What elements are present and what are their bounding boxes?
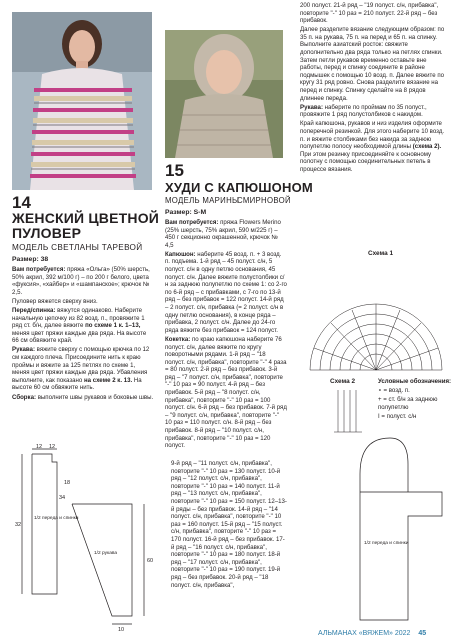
size-line-hoodie [165, 209, 206, 216]
pattern-title-line1: ЖЕНСКИЙ ЦВЕТНОЙ [12, 210, 160, 226]
needed-label-hoodie: Вам потребуется: [165, 219, 219, 226]
model-author-line2: СМИРНОВОЙ [237, 196, 291, 205]
needed-text-hoodie: пряжа Flowers Merino (25% шерсть, 75% акрил, 590 м/225 г) – 450 г секционно окрашенной, крючок № 4,5 [165, 219, 281, 249]
right-sleeves-label: Рукава: [300, 103, 323, 111]
assembly-text: выполните швы рукавов и боковые швы. [36, 393, 154, 401]
dim-18: 18 [64, 480, 71, 486]
dim-front-back: 1/2 переда и спинки [34, 516, 79, 521]
yoke-label: Кокетка: [165, 335, 191, 343]
footer-title: АЛЬМАНАХ «ВЯЖЕМ» 2022 [318, 630, 411, 637]
size-label: Размер: [12, 256, 39, 263]
photo-hoodie [165, 30, 283, 158]
size-value-hoodie: S-M [193, 209, 207, 216]
finish-scheme-ref: (схема 2). [412, 143, 442, 151]
scheme1-diagram [302, 258, 450, 376]
dim-34: 34 [59, 495, 66, 501]
dim-32: 32 [15, 522, 22, 528]
footer [318, 630, 426, 637]
legend-title: Условные обозначения: [378, 378, 452, 385]
front-back-text: вяжутся одинаково. Наберите начальную цепочку из 82 возд. п., провяжите 1 ряд ст. б/н, далее вяжите [12, 306, 145, 330]
pattern-number: 14 [12, 193, 31, 212]
needed-label: Вам потребуется: [12, 266, 66, 273]
front-back-label: Перед/спинка: [12, 306, 56, 314]
finish-text: Край капюшона, рукавов и низ изделия оформите поперечной резинкой. Для этого наберите 10 возд. п. и вяжите столбиками без накида за заднюю полупетлю полосу необходимой длины [300, 120, 445, 151]
legend-item-chain: = возд. п. [383, 387, 410, 395]
right-sleeves-text: наберите по проймам по 35 полуст., провяжите 1 ряд полустолбиков с накидом. [300, 103, 427, 119]
scheme-ref: по схеме 1 к. 1–13, [85, 322, 141, 330]
legend-icon-chain: ∘ [378, 387, 384, 395]
legend-icon-sc: + [378, 396, 384, 404]
needed-text: пряжа «Ольга» (50% шерсть, 50% акрил, 392 м/100 г) – по 200 г белого, цвета «фуксия», «хайбер» и «шампанское»; крючок № 2,5. [12, 266, 150, 296]
pattern-number-hoodie: 15 [165, 161, 184, 180]
assembly-label: Сборка: [12, 393, 36, 401]
scheme2-diagram [332, 388, 366, 434]
dim-sleeve: 1/2 рукава [94, 551, 118, 556]
dim-12b: 12 [49, 444, 56, 450]
sleeves-scheme-ref: на схеме 2 к. 13. [84, 376, 133, 384]
pattern-title-line2: ПУЛОВЕР [12, 225, 82, 241]
dim-10: 10 [118, 627, 125, 633]
scheme2-label: Схема 2 [330, 378, 356, 385]
left-body-text [12, 266, 154, 403]
sleeves-label: Рукава: [12, 346, 35, 354]
middle-yoke-continued [171, 460, 287, 591]
model-author-line1: МОДЕЛЬ МАРИНЫ [165, 196, 240, 205]
right-body-text [300, 2, 448, 175]
size-value: 38 [40, 256, 49, 263]
dim-12a: 12 [36, 444, 43, 450]
photo-colored-pullover [12, 12, 152, 190]
legend-item-sc: = ст. б/н за заднюю полупетлю [378, 396, 438, 411]
legend-icon-hdc: Ι [378, 412, 382, 420]
finish-text2: При этом резинку присоединяйте к основному полотну с помощью соединительных петель в процессе вязания. [300, 150, 432, 173]
top-down-note: Пуловер вяжется сверху вниз. [12, 297, 98, 305]
middle-body-text [165, 219, 287, 451]
page-number: 45 [418, 630, 427, 637]
legend [378, 378, 452, 422]
model-author: МОДЕЛЬ СВЕТЛАНЫ ТАРЕВОЙ [12, 243, 143, 252]
right-text2: Далее разделите вязание следующим образом: по 35 п. на рукава, 75 п. на перед и 65 п. на спинку. Выполните азиатский росток: свяжите дополнительно два ряда только на петлях спинки. Затем петли рукавов временно оставьте вне работы, перед и спинку соедините в районе подмышек с помощью 10 возд. п. Далее вяжите по кругу 31 ряд ровно. Снова разделите вязание на перед и спинку. Спинку сделайте на 8 рядов длиннее переда. [300, 26, 445, 102]
sleeves-text2: На высоте 60 см обвяжите нить. [12, 376, 142, 392]
hood-label: Капюшон: [165, 250, 196, 258]
sleeves-text: вяжите сверху с помощью крючка по 12 см каждого плеча. Присоедините нить к краю проймы и вяжите за 125 петлях по схеме 1, меняя цвет пряжи каждые два ряда. Убавления выполните, как показано [12, 346, 150, 384]
dim-60: 60 [147, 558, 154, 564]
pattern-title-hoodie: ХУДИ С КАПЮШОНОМ [165, 180, 313, 195]
size-label-hoodie: Размер: [165, 209, 192, 216]
pattern-diagram-hoodie [350, 434, 452, 630]
pattern-diagram-pullover [12, 444, 160, 634]
front-back-text2: меняя цвет пряжи каждые два ряда. На высоте 66 см обвяжите край. [12, 329, 147, 345]
legend-item-hdc: = полуст. с/н [381, 412, 417, 420]
size-line [12, 256, 48, 263]
yoke-cont: 9-й ряд – "11 полуст. с/н, прибавка", повторите "-" 10 раз = 130 полуст. 10-й ряд – "12 полуст. с/н, прибавка", повторите "-" 10 раз = 140 полуст. 11-й ряд – "13 полуст. с/н, прибавка", повторите "-" 10 раз = 150 полуст. 12–13-й ряды – без прибавок. 14-й ряд – "14 полуст. с/н, прибавка", повторите "-" 10 раз = 160 полуст. 15-й ряд – "15 полуст. с/н, прибавка", повторите "-" 10 раз = 170 полуст. 16-й ряд – без прибавок. 17-й ряд – "16 полуст. с/н, прибавка", повторите "-" 10 раз = 180 полуст. 18-й ряд – "17 полуст. с/н, прибавка", повторите "-" 10 раз = 190 полуст. 19-й ряд – без прибавок. 20-й ряд – "18 полуст. с/н, прибавка", [171, 460, 287, 589]
hoodie-diagram-label: 1/2 переда и спинки [364, 541, 409, 546]
yoke-text: по краю капюшона наберите 76 полуст. с/н, далее вяжите по кругу поворотными рядами. 1-й ряд – "18 полуст. с/н, прибавка", повторите "-" 4 раза = 80 полуст. 2-й ряд – без прибавок. 3-й ряд – "7 полуст. с/н, прибавка", повторите "-" 10 раз = 90 полуст. 4-й ряд – без прибавок. 5-й ряд – "8 полуст. с/н, прибавка", повторите "-" 10 раз = 100 полуст. с/н. 6-й ряд – без прибавок. 7-й ряд – "9 полуст. с/н, прибавка", повторите "-" 10 раз = 110 полуст. с/н. 8-й ряд – без прибавок. 8-й ряд – "10 полуст. с/н, прибавка", повторите "-" 10 раз = 120 полуст. [165, 335, 287, 450]
scheme1-label: Схема 1 [368, 250, 394, 257]
hood-text: наберите 45 возд. п. + 3 возд. п. подъема. 1-й ряд – 45 полуст. с/н, 5 полуст. с/н в одну петлю основания, 45 полуст. с/н. Далее вяжите полустолбики с/н за заднюю полупетлю по схеме 1: со 2-го по 6-й ряд – с прибавками, с 7-го по 13-й ряд – без прибавок = 122 полуст. 14-й ряд – 2 полуст. с/н, прибавка (= 2 полуст. с/н в одну петлю основания), в конце ряда – прибавка, 2 полуст. с/н. Далее до 24-го ряда вяжите без прибавок = 124 полуст. [165, 250, 287, 334]
right-text1: 200 полуст. 21-й ряд – "19 полуст. с/н, прибавка", повторите "-" 10 раз = 210 полуст. 22-й ряд – без прибавок. [300, 2, 439, 25]
